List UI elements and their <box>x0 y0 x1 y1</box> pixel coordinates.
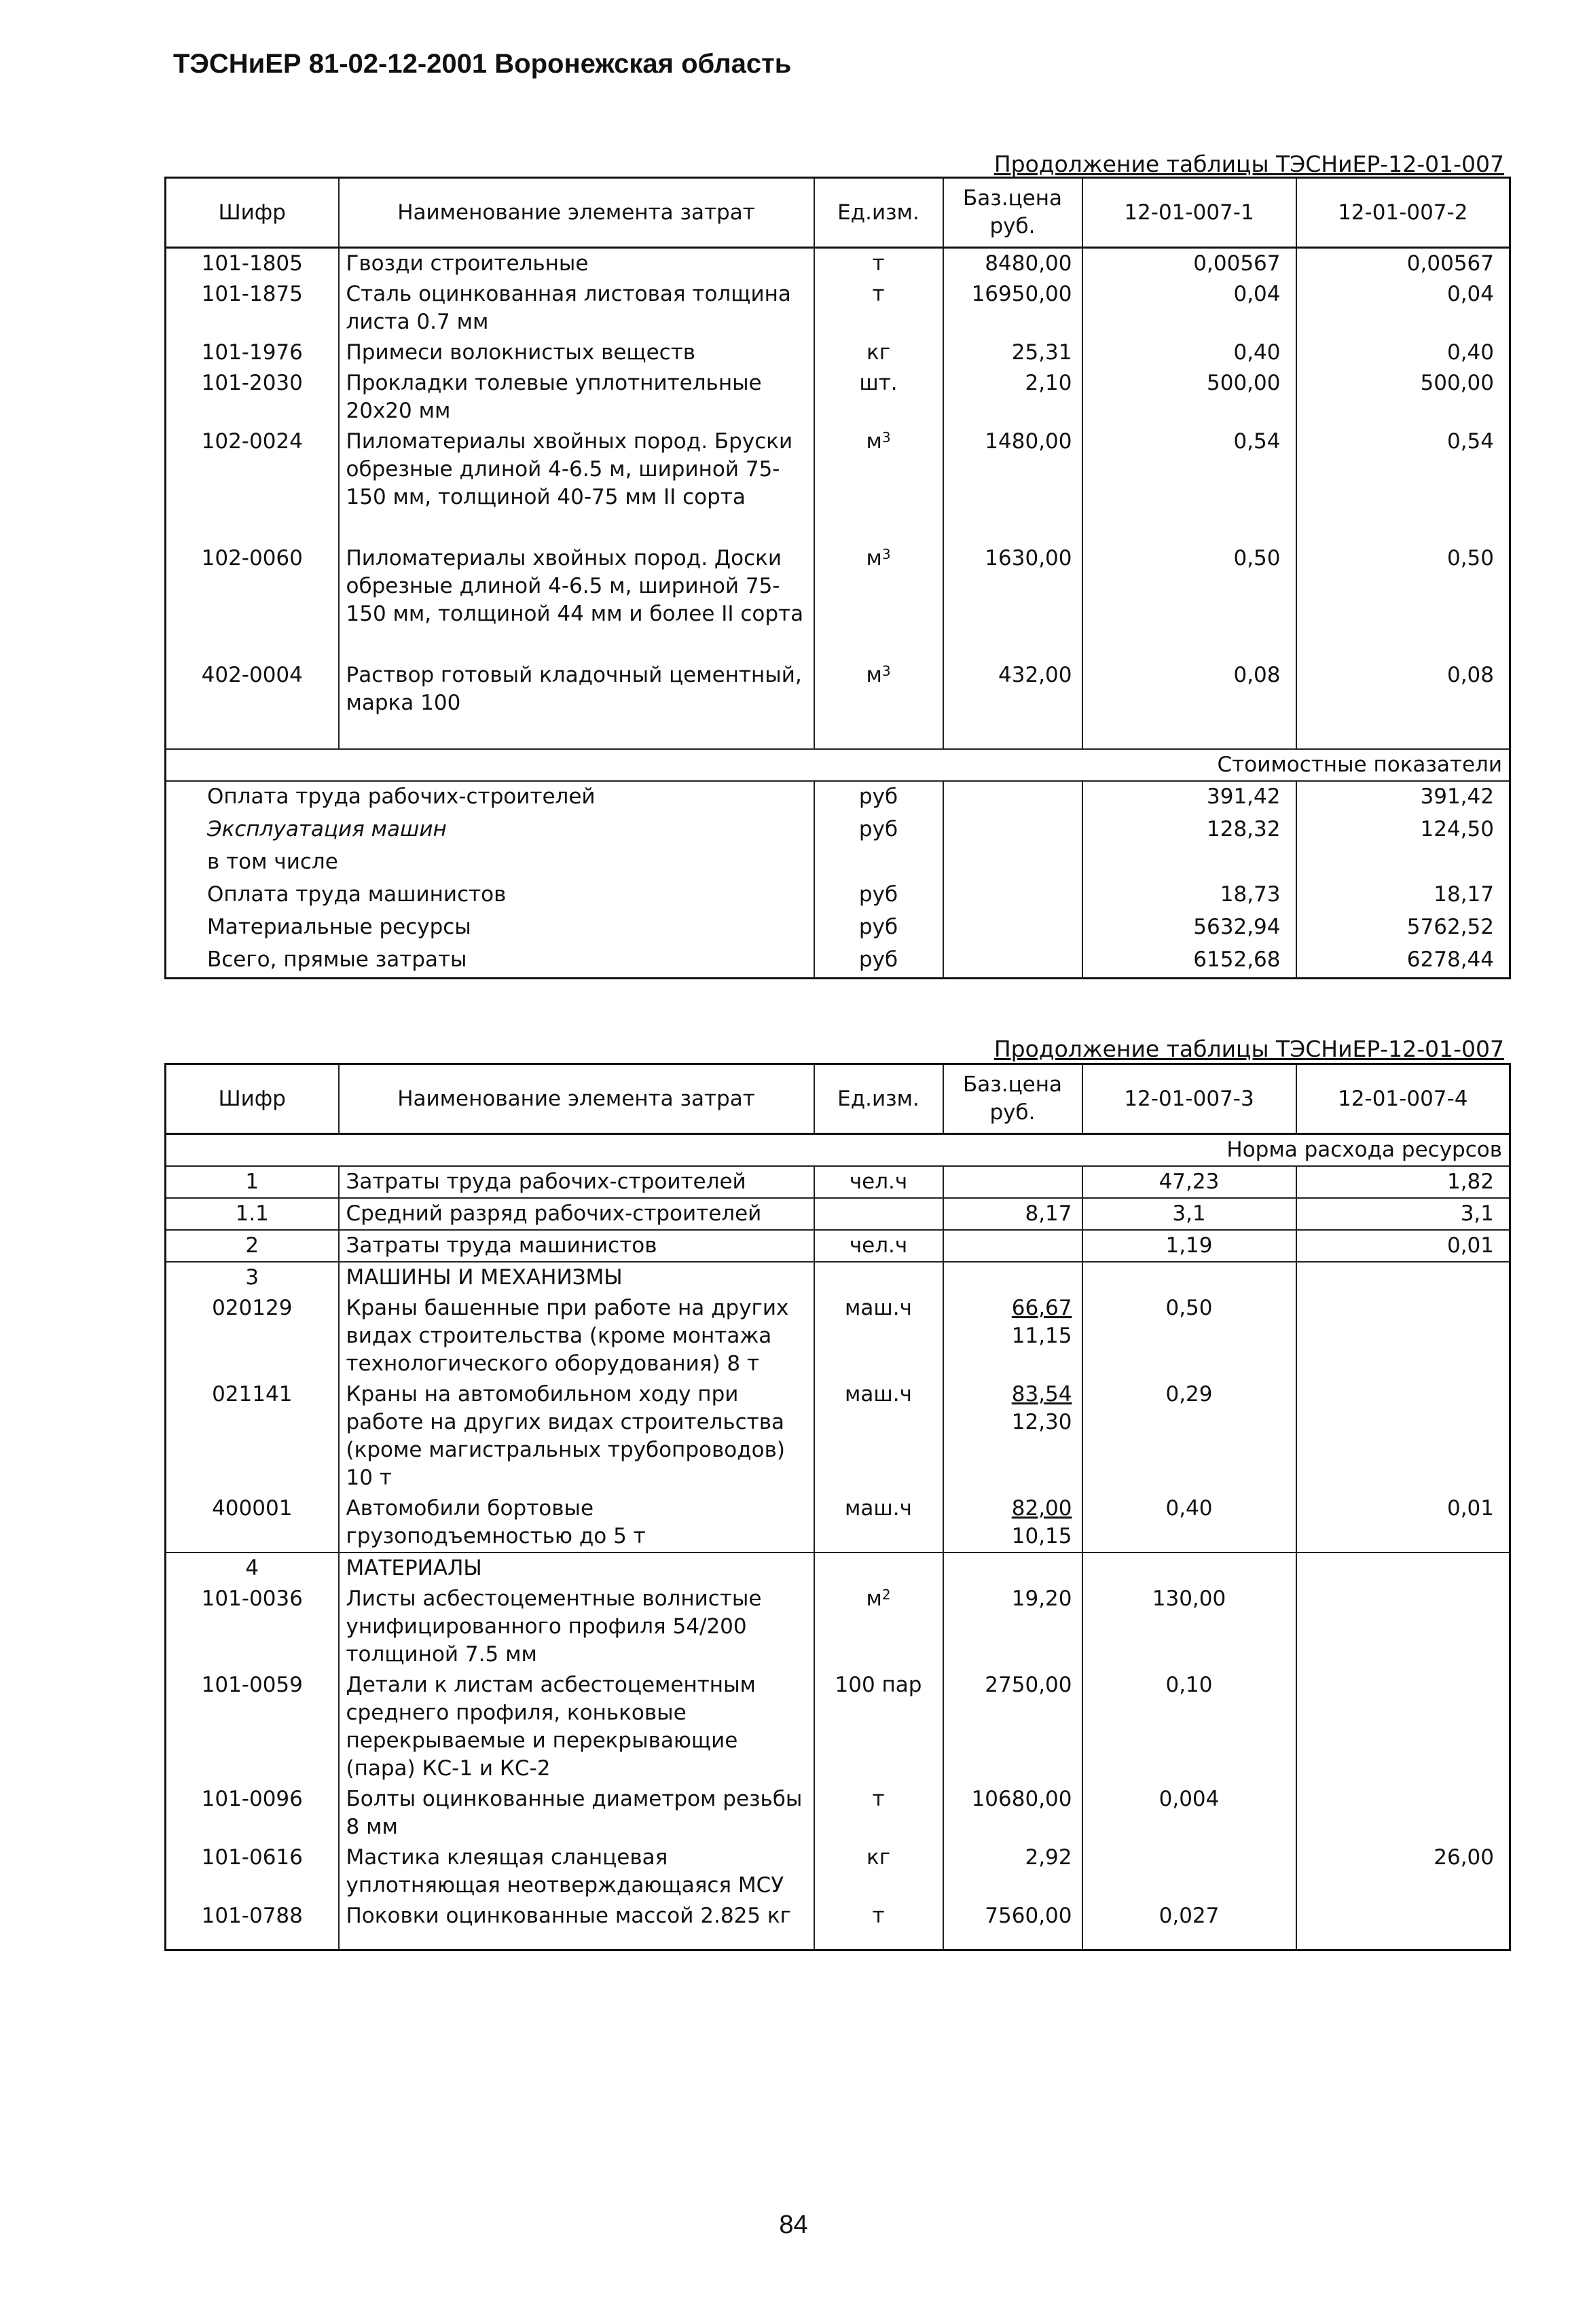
spacer-cell <box>1082 719 1296 749</box>
norm2-cell: 0,50 <box>1296 543 1510 660</box>
summary-unit: руб <box>814 814 943 847</box>
code-cell: 101-0788 <box>201 1904 303 1928</box>
empty-cell <box>1082 1553 1296 1584</box>
unit-text: т <box>872 282 885 306</box>
operator-wage: 10,15 <box>1011 1524 1072 1548</box>
summary-v2: 6278,44 <box>1296 945 1510 979</box>
table-row <box>166 660 1510 719</box>
summary-row <box>166 945 1510 979</box>
code-cell: 101-0096 <box>201 1787 303 1811</box>
code-cell: 020129 <box>212 1296 293 1320</box>
norm3-cell: 1,19 <box>1082 1230 1296 1262</box>
name-cell: Поковки оцинкованные массой 2.825 кг <box>339 1901 814 1950</box>
price-cell: 7560,00 <box>943 1901 1082 1950</box>
col-header-norm-1: 12-01-007-1 <box>1082 178 1296 248</box>
unit-cell <box>814 1784 943 1842</box>
unit-cell: маш.ч <box>814 1379 943 1493</box>
machine-price: 82,00 <box>1011 1496 1072 1521</box>
price-cell: 2,10 <box>943 368 1082 426</box>
norm4-cell <box>1296 1670 1510 1784</box>
machine-price: 66,67 <box>1011 1296 1072 1320</box>
table-row <box>166 543 1510 660</box>
name-cell: Гвозди строительные <box>339 248 814 280</box>
name-cell: Автомобили бортовые грузоподъемностью до 5 т <box>339 1493 814 1553</box>
table-row <box>166 426 1510 543</box>
table1-header-row <box>166 178 1510 248</box>
name-cell: Болты оцинкованные диаметром резьбы 8 мм <box>339 1784 814 1842</box>
table-row <box>166 338 1510 368</box>
summary-v1: 5632,94 <box>1082 912 1296 945</box>
norm2-cell: 0,00567 <box>1296 248 1510 280</box>
code-cell: 101-0616 <box>201 1845 303 1870</box>
summary-row <box>166 847 1510 879</box>
price-cell: 432,00 <box>943 660 1082 719</box>
material-row <box>166 1670 1510 1784</box>
summary-v2: 391,42 <box>1296 781 1510 814</box>
page-number: 84 <box>779 2211 808 2239</box>
norm1-cell: 0,54 <box>1082 426 1296 543</box>
price-cell: 1630,00 <box>943 543 1082 660</box>
unit-text: т <box>872 1787 885 1811</box>
name-cell: Средний разряд рабочих-строителей <box>339 1198 814 1230</box>
norm3-cell: 130,00 <box>1082 1584 1296 1670</box>
summary-price-empty <box>943 879 1082 912</box>
machine-row <box>166 1379 1510 1493</box>
norm3-cell: 47,23 <box>1082 1166 1296 1198</box>
unit-text: м <box>866 429 882 454</box>
summary-row <box>166 879 1510 912</box>
unit-exponent: 3 <box>881 429 891 446</box>
material-row <box>166 1784 1510 1842</box>
machines-section-row <box>166 1262 1510 1293</box>
unit-text: шт. <box>859 371 898 395</box>
operator-wage: 12,30 <box>1011 1410 1072 1434</box>
norm4-cell <box>1296 1379 1510 1493</box>
code-cell: 101-0059 <box>201 1673 303 1697</box>
summary-row <box>166 814 1510 847</box>
name-cell: Раствор готовый кладочный цементный, марка 100 <box>339 660 814 719</box>
summary-unit: руб <box>814 781 943 814</box>
norm3-cell: 0,29 <box>1082 1379 1296 1493</box>
code-cell: 102-0060 <box>201 546 303 570</box>
price-cell: 1480,00 <box>943 426 1082 543</box>
norm4-cell: 0,01 <box>1296 1493 1510 1553</box>
summary-label: Эксплуатация машин <box>207 817 447 841</box>
price-cell <box>943 1379 1082 1493</box>
price-cell: 2,92 <box>943 1842 1082 1901</box>
price-cell: 10680,00 <box>943 1784 1082 1842</box>
empty-cell <box>943 1262 1082 1293</box>
unit-cell <box>814 1670 943 1784</box>
table2-header-row <box>166 1064 1510 1134</box>
code-cell: 101-1805 <box>201 251 303 276</box>
norm4-cell <box>1296 1293 1510 1379</box>
summary-price-empty <box>943 945 1082 979</box>
unit-text: м <box>866 1586 882 1611</box>
summary-price-empty <box>943 814 1082 847</box>
summary-v1: 6152,68 <box>1082 945 1296 979</box>
summary-v2: 124,50 <box>1296 814 1510 847</box>
empty-cell <box>1082 1262 1296 1293</box>
unit-text: м <box>866 546 882 570</box>
table-row <box>166 368 1510 426</box>
material-row <box>166 1901 1510 1950</box>
col-header-norm-2: 12-01-007-2 <box>1296 178 1510 248</box>
spacer-cell <box>943 719 1082 749</box>
price-cell <box>943 1293 1082 1379</box>
unit-text: т <box>872 1904 885 1928</box>
code-cell: 400001 <box>166 1493 339 1553</box>
name-cell: Прокладки толевые уплотнительные 20x20 мм <box>339 368 814 426</box>
price-cell: 8,17 <box>943 1198 1082 1230</box>
name-cell: Листы асбестоцементные волнистые унифицированного профиля 54/200 толщиной 7.5 мм <box>339 1584 814 1670</box>
price-cell: 2750,00 <box>943 1670 1082 1784</box>
unit-text: кг <box>866 340 890 365</box>
unit-cell <box>814 1584 943 1670</box>
name-cell: Примеси волокнистых веществ <box>339 338 814 368</box>
summary-label: Материальные ресурсы <box>207 915 471 939</box>
summary-unit: руб <box>814 879 943 912</box>
name-cell: Затраты труда рабочих-строителей <box>339 1166 814 1198</box>
code-cell: 1 <box>166 1166 339 1198</box>
empty-cell <box>814 1262 943 1293</box>
summary-row <box>166 912 1510 945</box>
unit-cell <box>814 543 943 660</box>
unit-cell <box>814 368 943 426</box>
norm2-cell: 0,40 <box>1296 338 1510 368</box>
spacer-cell <box>1296 719 1510 749</box>
norm4-cell <box>1296 1901 1510 1950</box>
table-row <box>166 279 1510 338</box>
summary-v2 <box>1296 847 1510 879</box>
unit-text: кг <box>866 1845 890 1870</box>
col-header-code: Шифр <box>166 178 339 248</box>
name-cell: Пиломатериалы хвойных пород. Бруски обрезные длиной 4-6.5 м, шириной 75-150 мм, толщиной 40-75 мм II сорта <box>339 426 814 543</box>
summary-price-empty <box>943 912 1082 945</box>
norm3-cell: 0,027 <box>1082 1901 1296 1950</box>
norm1-cell: 500,00 <box>1082 368 1296 426</box>
col-header-norm-3: 12-01-007-3 <box>1082 1064 1296 1134</box>
unit-exponent: 2 <box>881 1586 891 1603</box>
code-cell: 101-2030 <box>201 371 303 395</box>
operator-wage: 11,15 <box>1011 1324 1072 1348</box>
norm4-cell: 0,01 <box>1296 1230 1510 1262</box>
unit-cell <box>814 1198 943 1230</box>
table2-section-row <box>166 1134 1510 1167</box>
unit-cell <box>814 426 943 543</box>
norm3-cell <box>1082 1842 1296 1901</box>
code-cell: 1.1 <box>166 1198 339 1230</box>
col-header-norm-4: 12-01-007-4 <box>1296 1064 1510 1134</box>
norm1-cell: 0,00567 <box>1082 248 1296 280</box>
table1-section-row <box>166 749 1510 781</box>
summary-v2: 5762,52 <box>1296 912 1510 945</box>
material-row <box>166 1842 1510 1901</box>
empty-cell <box>1296 1262 1510 1293</box>
summary-label: Оплата труда машинистов <box>207 882 507 907</box>
code-cell: 102-0024 <box>201 429 303 454</box>
unit-cell: чел.ч <box>814 1230 943 1262</box>
name-cell: Пиломатериалы хвойных пород. Доски обрезные длиной 4-6.5 м, шириной 75-150 мм, толщиной 44 мм и более II сорта <box>339 543 814 660</box>
norm2-cell: 0,04 <box>1296 279 1510 338</box>
summary-v2: 18,17 <box>1296 879 1510 912</box>
norm3-cell: 0,004 <box>1082 1784 1296 1842</box>
table-2 <box>164 1063 1511 1951</box>
col-header-unit: Ед.изм. <box>814 178 943 248</box>
unit-cell: чел.ч <box>814 1166 943 1198</box>
unit-cell <box>814 338 943 368</box>
name-cell: Мастика клеящая сланцевая уплотняющая неотверждающаяся МСУ <box>339 1842 814 1901</box>
empty-cell <box>1296 1553 1510 1584</box>
empty-cell <box>814 1553 943 1584</box>
materials-section-row <box>166 1553 1510 1584</box>
unit-cell <box>814 1842 943 1901</box>
machine-price: 83,54 <box>1011 1382 1072 1406</box>
empty-cell <box>943 1553 1082 1584</box>
price-cell: 19,20 <box>943 1584 1082 1670</box>
summary-price-empty <box>943 847 1082 879</box>
unit-cell <box>814 660 943 719</box>
name-cell: Детали к листам асбестоцементным среднего профиля, коньковые перекрываемые и перекрывающие (пара) КС-1 и КС-2 <box>339 1670 814 1784</box>
norm4-cell: 26,00 <box>1296 1842 1510 1901</box>
name-cell: Затраты труда машинистов <box>339 1230 814 1262</box>
summary-label: в том числе <box>207 850 338 874</box>
spacer-row <box>166 719 1510 749</box>
section-caption-norm: Норма расхода ресурсов <box>166 1134 1510 1167</box>
norm4-cell <box>1296 1584 1510 1670</box>
unit-cell <box>814 279 943 338</box>
table-1 <box>164 177 1511 979</box>
summary-unit: руб <box>814 912 943 945</box>
summary-row <box>166 781 1510 814</box>
labor-row <box>166 1230 1510 1262</box>
document-title: ТЭСНиЕР 81-02-12-2001 Воронежская область <box>173 49 792 79</box>
code-cell: 101-1976 <box>201 340 303 365</box>
summary-v1: 128,32 <box>1082 814 1296 847</box>
code-cell: 402-0004 <box>201 663 303 687</box>
unit-cell: маш.ч <box>814 1493 943 1553</box>
name-cell: Краны на автомобильном ходу при работе на других видах строительства (кроме магистральных трубопроводов) 10 т <box>339 1379 814 1493</box>
unit-cell <box>814 248 943 280</box>
norm4-cell: 3,1 <box>1296 1198 1510 1230</box>
col-header-code: Шифр <box>166 1064 339 1134</box>
unit-cell: маш.ч <box>814 1293 943 1379</box>
section-code: 4 <box>245 1556 259 1580</box>
norm1-cell: 0,08 <box>1082 660 1296 719</box>
summary-unit <box>814 847 943 879</box>
labor-row <box>166 1198 1510 1230</box>
unit-text: 100 пар <box>835 1673 922 1697</box>
price-cell <box>943 1493 1082 1553</box>
col-header-name: Наименование элемента затрат <box>339 1064 814 1134</box>
norm1-cell: 0,04 <box>1082 279 1296 338</box>
section-title: МАШИНЫ И МЕХАНИЗМЫ <box>339 1262 814 1293</box>
norm2-cell: 500,00 <box>1296 368 1510 426</box>
table-row <box>166 248 1510 280</box>
summary-label: Всего, прямые затраты <box>166 945 814 979</box>
spacer-cell <box>339 719 814 749</box>
norm3-cell: 0,50 <box>1082 1293 1296 1379</box>
material-row <box>166 1584 1510 1670</box>
price-cell <box>943 1230 1082 1262</box>
table1-caption: Продолжение таблицы ТЭСНиЕР-12-01-007 <box>993 151 1504 177</box>
code-cell: 021141 <box>212 1382 293 1406</box>
unit-text: т <box>872 251 885 276</box>
col-header-unit: Ед.изм. <box>814 1064 943 1134</box>
norm4-cell: 1,82 <box>1296 1166 1510 1198</box>
norm1-cell: 0,50 <box>1082 543 1296 660</box>
name-cell: Краны башенные при работе на других видах строительства (кроме монтажа технологического оборудования) 8 т <box>339 1293 814 1379</box>
norm3-cell: 0,10 <box>1082 1670 1296 1784</box>
code-cell: 101-1875 <box>201 282 303 306</box>
section-caption-cost: Стоимостные показатели <box>166 749 1510 781</box>
machine-row <box>166 1493 1510 1553</box>
norm3-cell: 3,1 <box>1082 1198 1296 1230</box>
norm4-cell <box>1296 1784 1510 1842</box>
code-cell: 101-0036 <box>201 1586 303 1611</box>
summary-v1 <box>1082 847 1296 879</box>
section-title: МАТЕРИАЛЫ <box>339 1553 814 1584</box>
unit-text: м <box>866 663 882 687</box>
norm2-cell: 0,54 <box>1296 426 1510 543</box>
unit-exponent: 3 <box>881 663 891 679</box>
norm2-cell: 0,08 <box>1296 660 1510 719</box>
col-header-price: Баз.цена руб. <box>943 1064 1082 1134</box>
summary-unit: руб <box>814 945 943 979</box>
col-header-price: Баз.цена руб. <box>943 178 1082 248</box>
table2-caption: Продолжение таблицы ТЭСНиЕР-12-01-007 <box>993 1036 1504 1062</box>
summary-v1: 391,42 <box>1082 781 1296 814</box>
spacer-cell <box>166 719 339 749</box>
price-cell: 16950,00 <box>943 279 1082 338</box>
spacer-cell <box>814 719 943 749</box>
price-cell: 25,31 <box>943 338 1082 368</box>
unit-exponent: 3 <box>881 546 891 562</box>
price-cell <box>943 1166 1082 1198</box>
unit-cell <box>814 1901 943 1950</box>
summary-price-empty <box>943 781 1082 814</box>
machine-row <box>166 1293 1510 1379</box>
section-code: 3 <box>245 1265 259 1290</box>
norm3-cell: 0,40 <box>1082 1493 1296 1553</box>
summary-v1: 18,73 <box>1082 879 1296 912</box>
norm1-cell: 0,40 <box>1082 338 1296 368</box>
code-cell: 2 <box>166 1230 339 1262</box>
price-cell: 8480,00 <box>943 248 1082 280</box>
labor-row <box>166 1166 1510 1198</box>
name-cell: Сталь оцинкованная листовая толщина листа 0.7 мм <box>339 279 814 338</box>
summary-label: Оплата труда рабочих-строителей <box>207 784 596 809</box>
col-header-name: Наименование элемента затрат <box>339 178 814 248</box>
